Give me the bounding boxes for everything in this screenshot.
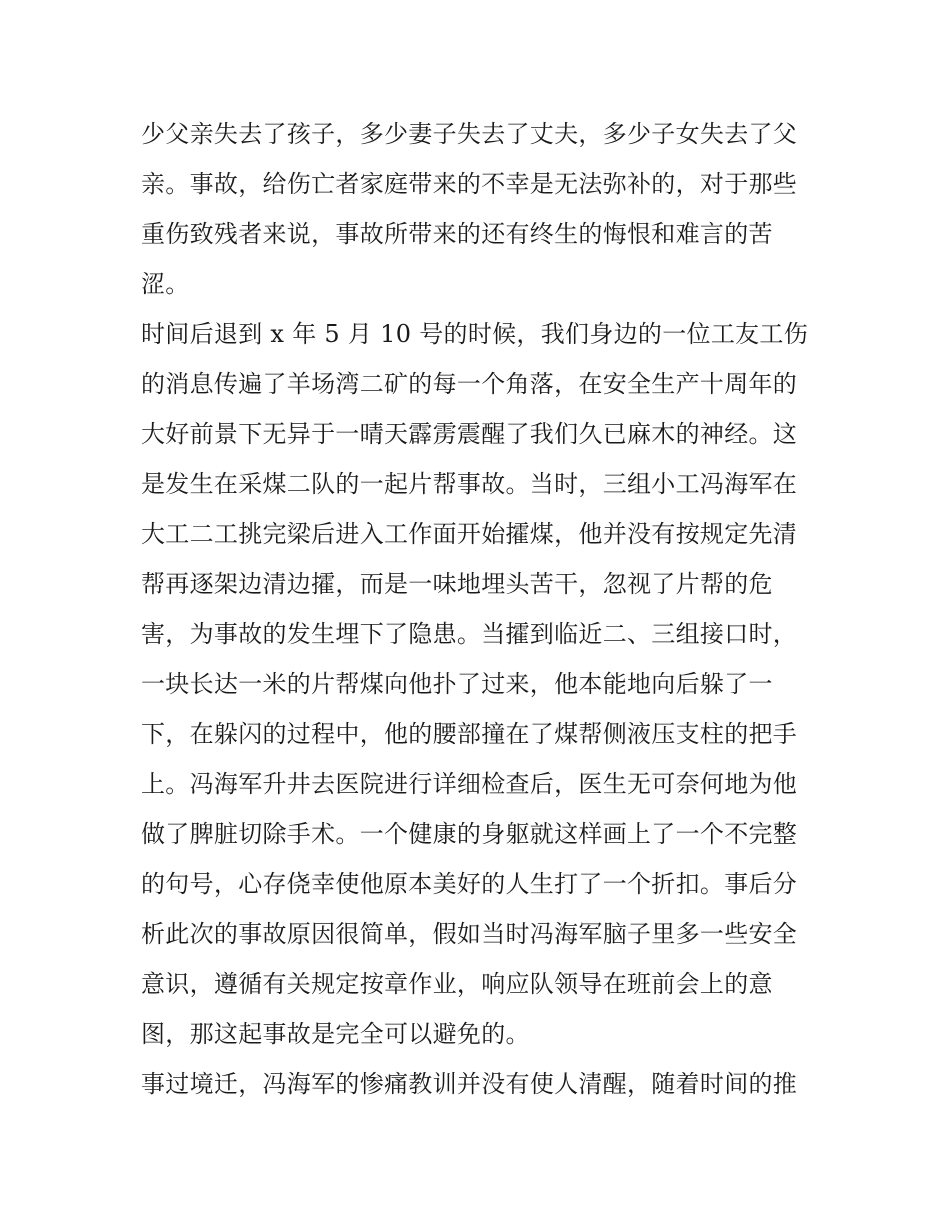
- paragraph-3: [141, 1059, 813, 1109]
- text-line: 少父亲失去了孩子，多少妻子失去了丈夫，多少子女失去了父: [141, 120, 798, 148]
- text-line: 重伤致残者来说，事故所带来的还有终生的悔恨和难言的苦: [141, 220, 773, 248]
- paragraph-2: [141, 309, 813, 1059]
- text-line: 一块长达一米的片帮煤向他扑了过来，他本能地向后躲了一: [141, 670, 773, 698]
- text-line: 的句号，心存侥幸使他原本美好的人生打了一个折扣。事后分: [141, 870, 798, 898]
- text-line: 析此次的事故原因很简单，假如当时冯海军脑子里多一些安全: [141, 920, 798, 948]
- text-line: 害，为事故的发生埋下了隐患。当攉到临近二、三组接口时，: [141, 620, 798, 648]
- text-line: 的消息传遍了羊场湾二矿的每一个角落，在安全生产十周年的: [141, 370, 798, 398]
- text-line: 图，那这起事故是完全可以避免的。: [141, 1020, 530, 1048]
- text-line: 帮再逐架边清边攉，而是一味地埋头苦干，忽视了片帮的危: [141, 570, 773, 598]
- text-line: 意识，遵循有关规定按章作业，响应队领导在班前会上的意: [141, 970, 773, 998]
- text-line: 做了脾脏切除手术。一个健康的身躯就这样画上了一个不完整: [141, 820, 798, 848]
- text-line: 涩。: [141, 270, 190, 298]
- text-line: 亲。事故，给伤亡者家庭带来的不幸是无法弥补的，对于那些: [141, 170, 798, 198]
- text-line: 事过境迁，冯海军的惨痛教训并没有使人清醒，随着时间的推: [141, 1070, 798, 1098]
- text-line: 上。冯海军升井去医院进行详细检查后，医生无可奈何地为他: [141, 770, 798, 798]
- document-body: [141, 109, 813, 1109]
- text-line: 下，在躲闪的过程中，他的腰部撞在了煤帮侧液压支柱的把手: [141, 720, 798, 748]
- paragraph-1: [141, 109, 813, 309]
- text-line: 是发生在采煤二队的一起片帮事故。当时，三组小工冯海军在: [141, 470, 798, 498]
- text-line: 大工二工挑完梁后进入工作面开始攉煤，他并没有按规定先清: [141, 520, 798, 548]
- text-line: 大好前景下无异于一晴天霹雳震醒了我们久已麻木的神经。这: [141, 420, 798, 448]
- text-line: 时间后退到 x 年 5 月 10 号的时候，我们身边的一位工友工伤: [141, 320, 809, 348]
